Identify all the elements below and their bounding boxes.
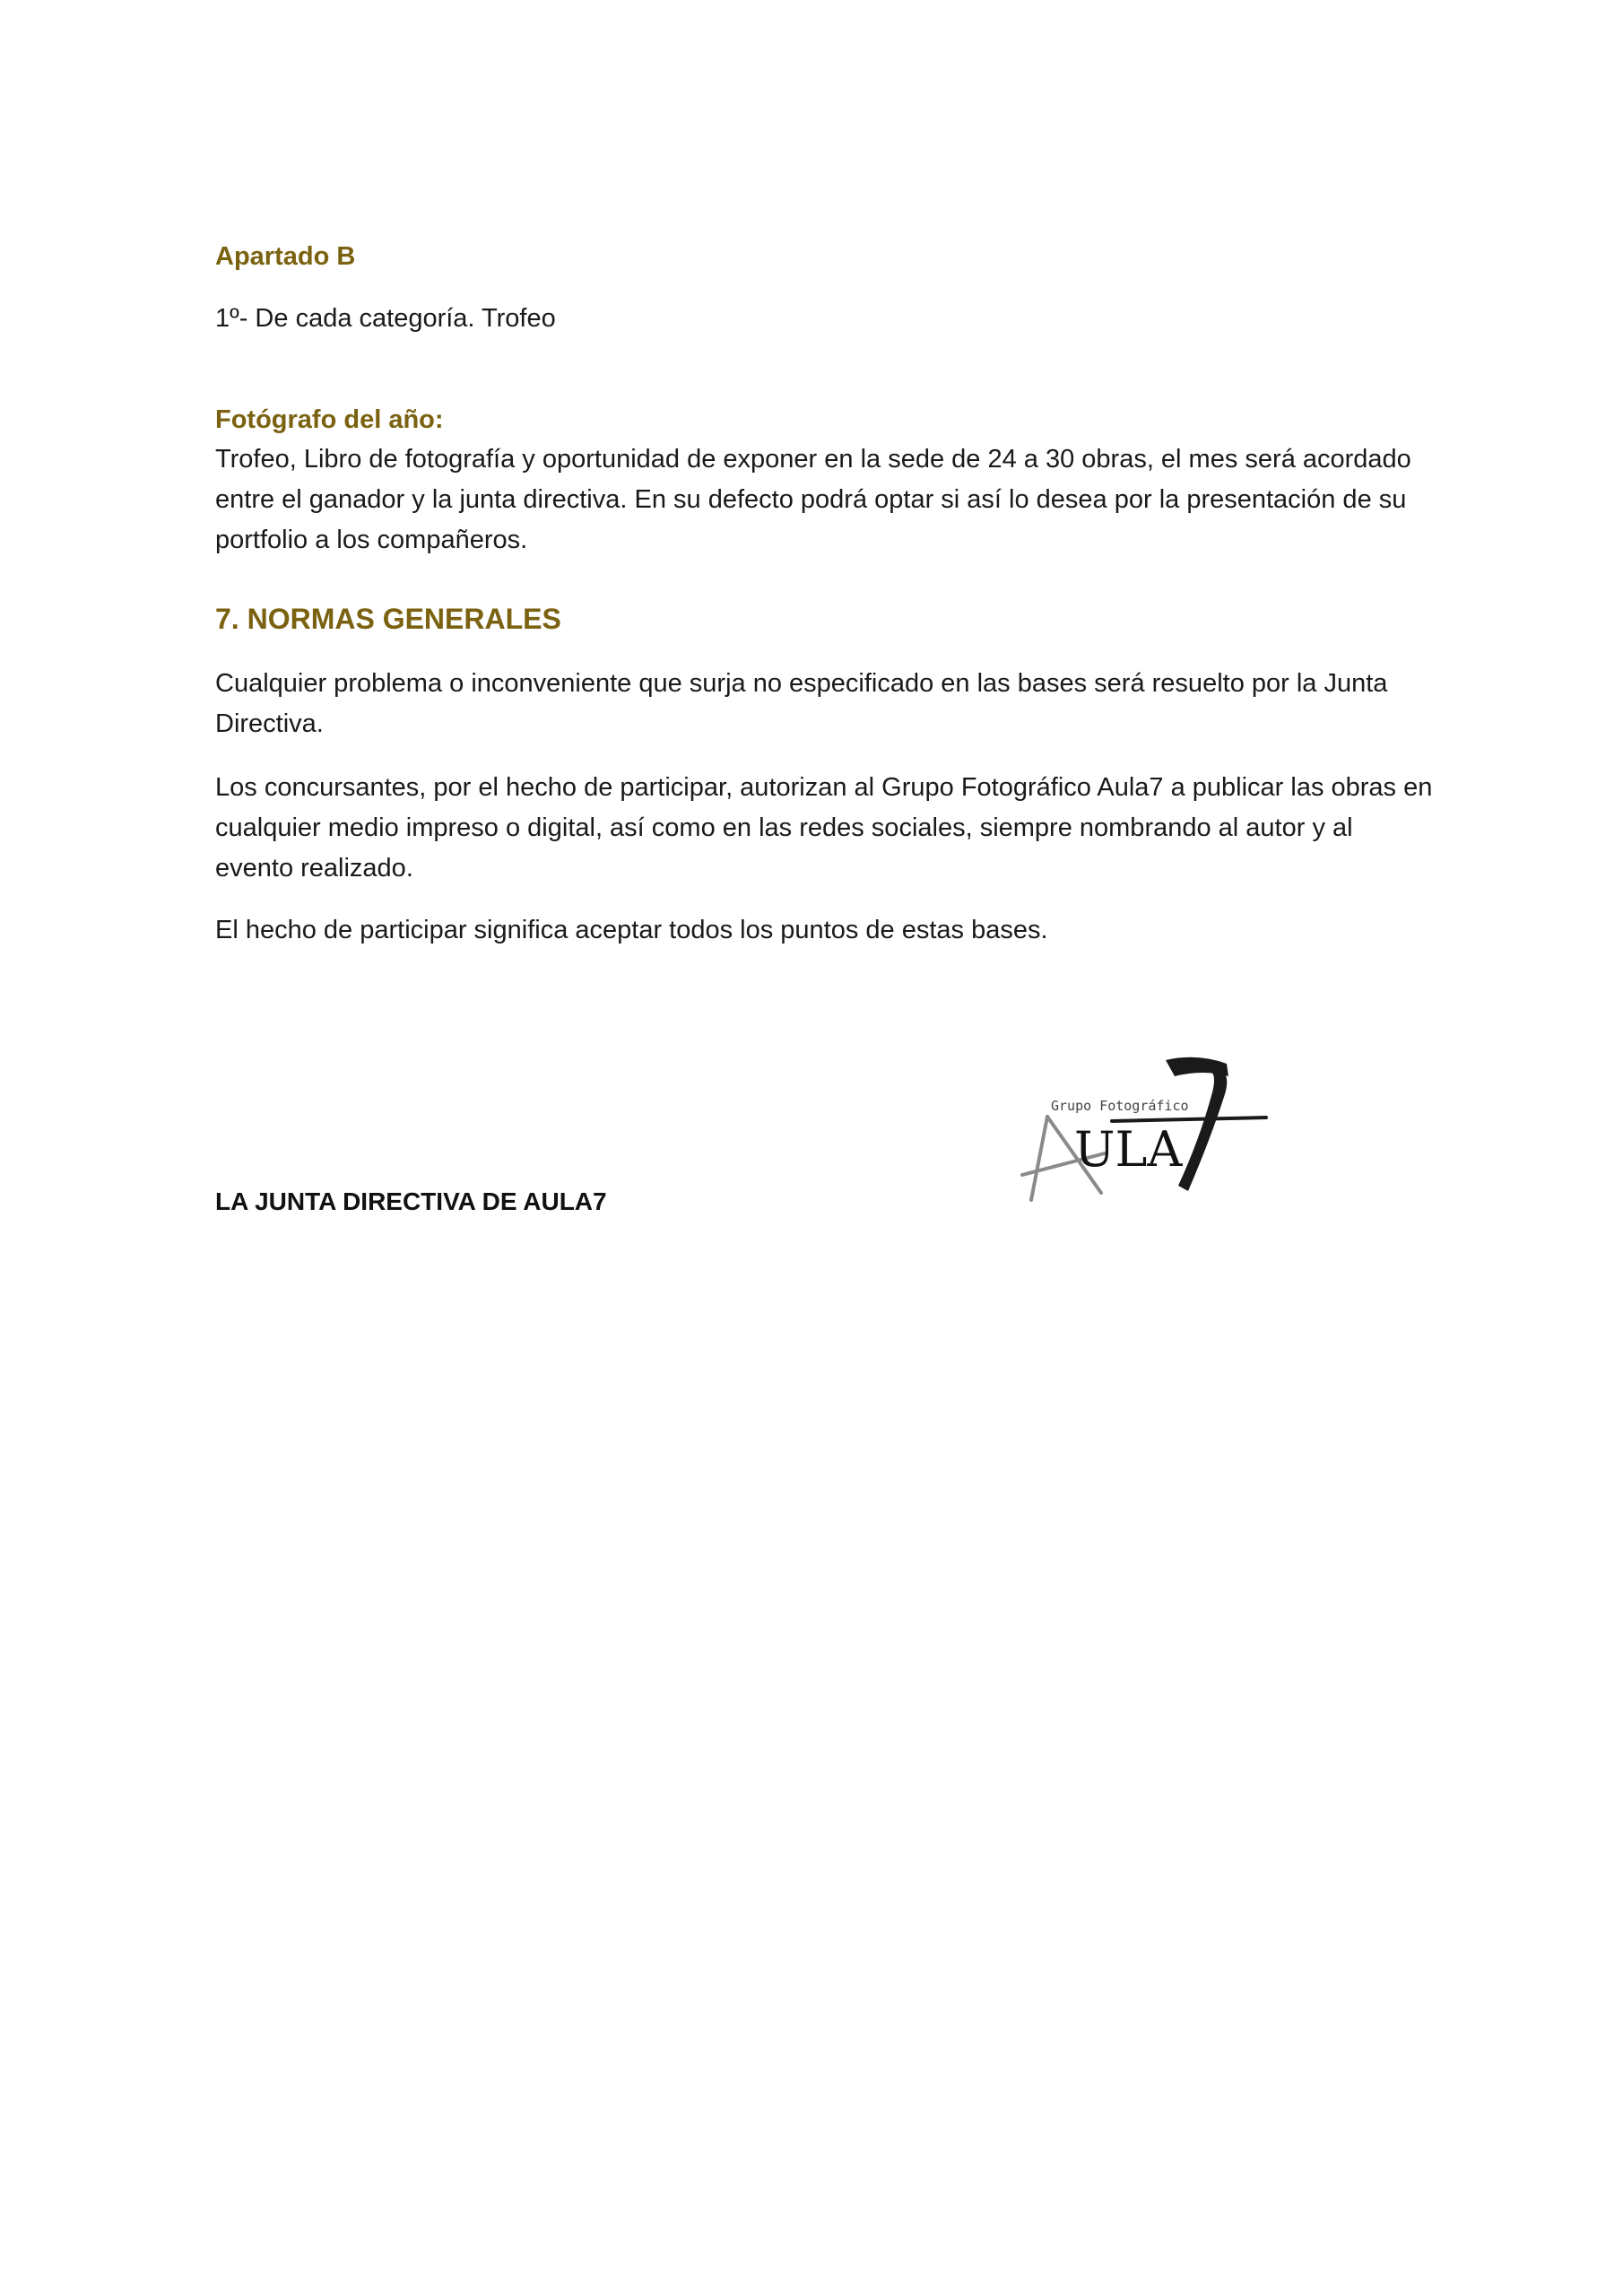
normas-paragraph-1: Cualquier problema o inconveniente que surja no especificado en las bases será resuelto por la Junta Directiva. xyxy=(215,669,1388,738)
normas-title: 7. NORMAS GENERALES xyxy=(215,603,561,635)
apartado-b-title: Apartado B xyxy=(215,242,356,271)
aula7-logo xyxy=(1004,1040,1273,1211)
normas-paragraph-2: Los concursantes, por el hecho de participar, autorizan al Grupo Fotográfico Aula7 a publicar las obras en cualquier medio impreso o digital, así como en las redes sociales, siempre nombrando al autor y al evento realizado. xyxy=(215,773,1433,883)
fotografo-text: Trofeo, Libro de fotografía y oportunidad de exponer en la sede de 24 a 30 obras, el mes será acordado entre el ganador y la junta directiva. En su defecto podrá optar si así lo desea por la presentación de su portfolio a los compañeros. xyxy=(215,445,1411,554)
logo-wordmark: ULA xyxy=(1074,1121,1183,1178)
logo-seven-crossline xyxy=(1112,1118,1266,1121)
logo-caption: Grupo Fotográfico xyxy=(1051,1098,1189,1114)
normas-paragraph-3: El hecho de participar significa aceptar todos los puntos de estas bases. xyxy=(215,916,1048,944)
apartado-b-line: 1º- De cada categoría. Trofeo xyxy=(215,304,556,333)
logo-seven-stem xyxy=(1178,1069,1227,1191)
logo-a-left-stroke xyxy=(1031,1117,1047,1200)
signature-text: LA JUNTA DIRECTIVA DE AULA7 xyxy=(215,1187,607,1215)
fotografo-title: Fotógrafo del año: xyxy=(215,405,444,434)
